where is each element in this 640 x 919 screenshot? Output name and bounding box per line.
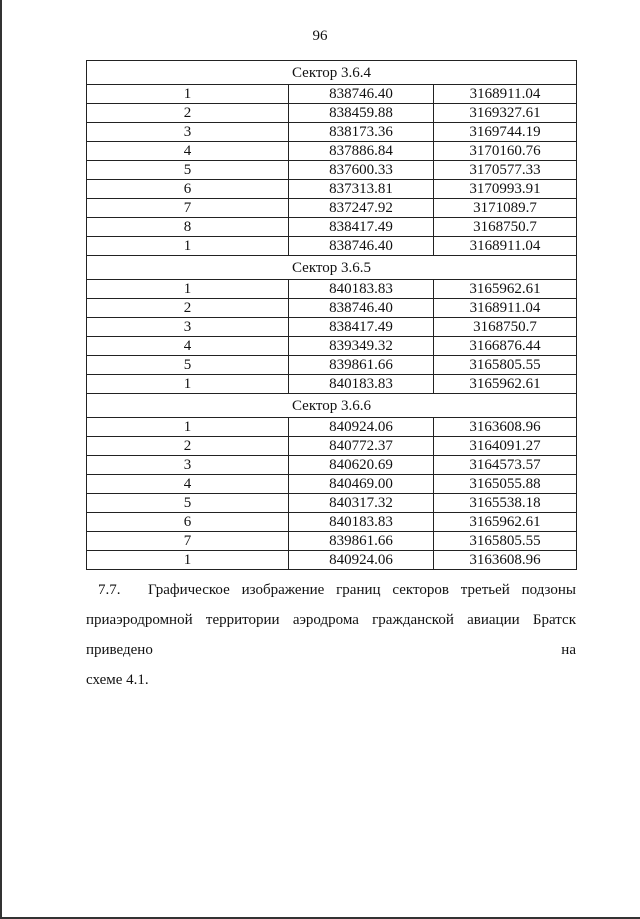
x-coordinate-cell: 838173.36 [289, 123, 434, 142]
y-coordinate-cell: 3166876.44 [434, 337, 577, 356]
table-row [87, 437, 577, 456]
sector-header-row [87, 394, 577, 418]
x-coordinate-cell: 838746.40 [289, 299, 434, 318]
coordinates-table-body [87, 61, 577, 570]
point-number-cell: 5 [87, 161, 289, 180]
point-number-cell: 2 [87, 104, 289, 123]
x-coordinate-cell: 840469.00 [289, 475, 434, 494]
table-row [87, 456, 577, 475]
table-row [87, 375, 577, 394]
paragraph-7-7 [86, 575, 576, 695]
point-number-cell: 4 [87, 142, 289, 161]
point-number-cell: 3 [87, 318, 289, 337]
y-coordinate-cell: 3168750.7 [434, 318, 577, 337]
x-coordinate-cell: 840317.32 [289, 494, 434, 513]
point-number-cell: 7 [87, 532, 289, 551]
page-number: 96 [312, 28, 328, 44]
y-coordinate-cell: 3168911.04 [434, 237, 577, 256]
y-coordinate-cell: 3164091.27 [434, 437, 577, 456]
point-number-cell: 4 [87, 475, 289, 494]
scan-left-edge [0, 0, 2, 919]
x-coordinate-cell: 837600.33 [289, 161, 434, 180]
table-row [87, 494, 577, 513]
y-coordinate-cell: 3164573.57 [434, 456, 577, 475]
table-row [87, 142, 577, 161]
table-row [87, 237, 577, 256]
y-coordinate-cell: 3168911.04 [434, 85, 577, 104]
point-number-cell: 4 [87, 337, 289, 356]
x-coordinate-cell: 840183.83 [289, 280, 434, 299]
y-coordinate-cell: 3165805.55 [434, 356, 577, 375]
point-number-cell: 7 [87, 199, 289, 218]
paragraph-line-2: приаэродромной территории аэродрома гражданской авиации Братск приведено на [86, 612, 576, 658]
table-row [87, 161, 577, 180]
x-coordinate-cell: 838746.40 [289, 85, 434, 104]
table-row [87, 299, 577, 318]
x-coordinate-cell: 840183.83 [289, 375, 434, 394]
point-number-cell: 8 [87, 218, 289, 237]
y-coordinate-cell: 3165962.61 [434, 280, 577, 299]
y-coordinate-cell: 3169744.19 [434, 123, 577, 142]
point-number-cell: 1 [87, 237, 289, 256]
paragraph-number: 7.7. [98, 582, 121, 598]
x-coordinate-cell: 837313.81 [289, 180, 434, 199]
point-number-cell: 1 [87, 85, 289, 104]
paragraph-line-3: схеме 4.1. [86, 672, 149, 688]
table-row [87, 280, 577, 299]
x-coordinate-cell: 838417.49 [289, 318, 434, 337]
x-coordinate-cell: 840924.06 [289, 418, 434, 437]
point-number-cell: 3 [87, 123, 289, 142]
y-coordinate-cell: 3163608.96 [434, 551, 577, 570]
sector-header-row [87, 61, 577, 85]
table-row [87, 180, 577, 199]
table-row [87, 551, 577, 570]
x-coordinate-cell: 840924.06 [289, 551, 434, 570]
point-number-cell: 1 [87, 418, 289, 437]
y-coordinate-cell: 3170577.33 [434, 161, 577, 180]
sector-header-row [87, 256, 577, 280]
x-coordinate-cell: 838459.88 [289, 104, 434, 123]
table-row [87, 337, 577, 356]
y-coordinate-cell: 3171089.7 [434, 199, 577, 218]
point-number-cell: 2 [87, 299, 289, 318]
x-coordinate-cell: 839349.32 [289, 337, 434, 356]
table-row [87, 356, 577, 375]
y-coordinate-cell: 3165962.61 [434, 375, 577, 394]
sector-title: Сектор 3.6.4 [87, 61, 577, 85]
x-coordinate-cell: 838746.40 [289, 237, 434, 256]
point-number-cell: 1 [87, 375, 289, 394]
y-coordinate-cell: 3165962.61 [434, 513, 577, 532]
table-row [87, 123, 577, 142]
paragraph-line-1-text: Графическое изображение границ секторов третьей подзоны [148, 582, 576, 598]
y-coordinate-cell: 3170993.91 [434, 180, 577, 199]
table-row [87, 199, 577, 218]
sector-title: Сектор 3.6.5 [87, 256, 577, 280]
x-coordinate-cell: 837247.92 [289, 199, 434, 218]
point-number-cell: 3 [87, 456, 289, 475]
y-coordinate-cell: 3169327.61 [434, 104, 577, 123]
x-coordinate-cell: 840772.37 [289, 437, 434, 456]
y-coordinate-cell: 3165805.55 [434, 532, 577, 551]
table-row [87, 85, 577, 104]
y-coordinate-cell: 3163608.96 [434, 418, 577, 437]
point-number-cell: 5 [87, 356, 289, 375]
point-number-cell: 1 [87, 551, 289, 570]
table-row [87, 318, 577, 337]
table-row [87, 218, 577, 237]
point-number-cell: 2 [87, 437, 289, 456]
sector-title: Сектор 3.6.6 [87, 394, 577, 418]
paragraph-line-1 [86, 575, 576, 605]
table-row [87, 104, 577, 123]
x-coordinate-cell: 838417.49 [289, 218, 434, 237]
x-coordinate-cell: 837886.84 [289, 142, 434, 161]
y-coordinate-cell: 3165055.88 [434, 475, 577, 494]
x-coordinate-cell: 840183.83 [289, 513, 434, 532]
point-number-cell: 6 [87, 513, 289, 532]
y-coordinate-cell: 3170160.76 [434, 142, 577, 161]
table-row [87, 513, 577, 532]
coordinates-table [86, 60, 577, 570]
y-coordinate-cell: 3168750.7 [434, 218, 577, 237]
table-row [87, 475, 577, 494]
x-coordinate-cell: 840620.69 [289, 456, 434, 475]
y-coordinate-cell: 3165538.18 [434, 494, 577, 513]
table-row [87, 532, 577, 551]
x-coordinate-cell: 839861.66 [289, 532, 434, 551]
x-coordinate-cell: 839861.66 [289, 356, 434, 375]
y-coordinate-cell: 3168911.04 [434, 299, 577, 318]
point-number-cell: 5 [87, 494, 289, 513]
point-number-cell: 6 [87, 180, 289, 199]
point-number-cell: 1 [87, 280, 289, 299]
table-row [87, 418, 577, 437]
